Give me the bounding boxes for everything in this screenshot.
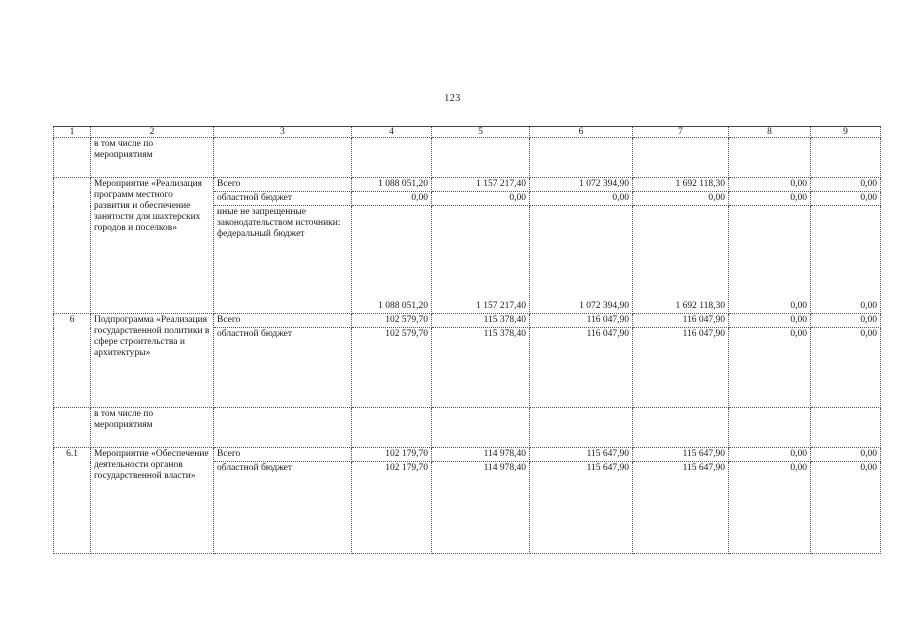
value-cell: 102 179,70 xyxy=(352,462,432,554)
value-cell: 102 579,70 xyxy=(352,328,432,408)
empty-cell xyxy=(633,408,729,448)
row-number-cell xyxy=(54,178,91,314)
column-header: 7 xyxy=(633,127,729,138)
value-cell: 0,00 xyxy=(352,192,432,206)
column-header: 1 xyxy=(54,127,91,138)
empty-cell xyxy=(530,408,633,448)
value-cell: 0,00 xyxy=(729,328,811,408)
value-cell: 1 088 051,20 xyxy=(352,206,432,314)
column-header: 3 xyxy=(214,127,352,138)
value-cell: 0,00 xyxy=(811,314,881,328)
value-cell: 102 179,70 xyxy=(352,448,432,462)
value-cell: 116 047,90 xyxy=(633,314,729,328)
table-row xyxy=(54,138,881,178)
value-cell: 0,00 xyxy=(729,178,811,192)
value-cell: 114 978,40 xyxy=(432,462,530,554)
empty-cell xyxy=(352,408,432,448)
empty-cell xyxy=(432,138,530,178)
column-header: 4 xyxy=(352,127,432,138)
value-cell: 116 047,90 xyxy=(633,328,729,408)
header-row xyxy=(54,127,881,138)
value-cell: 0,00 xyxy=(633,192,729,206)
budget-table xyxy=(53,126,881,554)
source-cell: Всего xyxy=(214,448,352,462)
value-cell: 0,00 xyxy=(729,206,811,314)
row-number-cell: 6 xyxy=(54,314,91,408)
value-cell: 1 088 051,20 xyxy=(352,178,432,192)
value-cell: 116 047,90 xyxy=(530,328,633,408)
row-number-cell xyxy=(54,138,91,178)
value-cell: 0,00 xyxy=(729,462,811,554)
row-name-cell: Подпрограмма «Реализация государственной политики в сфере строительства и архитектуры» xyxy=(91,314,214,408)
value-cell: 115 647,90 xyxy=(633,448,729,462)
value-cell: 1 072 394,90 xyxy=(530,178,633,192)
empty-cell xyxy=(352,138,432,178)
value-cell: 0,00 xyxy=(811,462,881,554)
value-cell: 0,00 xyxy=(811,192,881,206)
row-name-cell: в том числе по мероприятиям xyxy=(91,408,214,448)
table-row xyxy=(54,408,881,448)
value-cell: 115 647,90 xyxy=(530,448,633,462)
value-cell: 1 157 217,40 xyxy=(432,206,530,314)
empty-cell xyxy=(530,138,633,178)
column-header: 6 xyxy=(530,127,633,138)
value-cell: 0,00 xyxy=(811,328,881,408)
value-cell: 0,00 xyxy=(432,192,530,206)
empty-cell xyxy=(811,138,881,178)
value-cell: 1 692 118,30 xyxy=(633,206,729,314)
table-row xyxy=(54,448,881,462)
source-cell: иные не запрещенные законодательством источники: федеральный бюджет xyxy=(214,206,352,314)
row-number-cell xyxy=(54,408,91,448)
empty-cell xyxy=(729,408,811,448)
source-cell: областной бюджет xyxy=(214,462,352,554)
empty-cell xyxy=(633,138,729,178)
value-cell: 0,00 xyxy=(729,314,811,328)
value-cell: 115 378,40 xyxy=(432,314,530,328)
empty-cell xyxy=(214,138,352,178)
value-cell: 115 378,40 xyxy=(432,328,530,408)
row-name-cell: в том числе по мероприятиям xyxy=(91,138,214,178)
row-name-cell: Мероприятие «Обеспечение деятельности органов государственной власти» xyxy=(91,448,214,554)
column-header: 5 xyxy=(432,127,530,138)
value-cell: 0,00 xyxy=(530,192,633,206)
value-cell: 116 047,90 xyxy=(530,314,633,328)
column-header: 2 xyxy=(91,127,214,138)
value-cell: 0,00 xyxy=(811,206,881,314)
column-header: 8 xyxy=(729,127,811,138)
value-cell: 0,00 xyxy=(729,448,811,462)
value-cell: 115 647,90 xyxy=(633,462,729,554)
source-cell: областной бюджет xyxy=(214,192,352,206)
value-cell: 1 072 394,90 xyxy=(530,206,633,314)
value-cell: 102 579,70 xyxy=(352,314,432,328)
table-row xyxy=(54,178,881,192)
source-cell: областной бюджет xyxy=(214,328,352,408)
row-number-cell: 6.1 xyxy=(54,448,91,554)
value-cell: 0,00 xyxy=(811,448,881,462)
table-row xyxy=(54,314,881,328)
row-name-cell: Мероприятие «Реализация программ местного развития и обеспечение занятости для шахтерских городов и поселков» xyxy=(91,178,214,314)
page-number: 123 xyxy=(444,93,461,104)
empty-cell xyxy=(432,408,530,448)
value-cell: 0,00 xyxy=(729,192,811,206)
value-cell: 0,00 xyxy=(811,178,881,192)
value-cell: 115 647,90 xyxy=(530,462,633,554)
empty-cell xyxy=(729,138,811,178)
empty-cell xyxy=(214,408,352,448)
empty-cell xyxy=(811,408,881,448)
column-header: 9 xyxy=(811,127,881,138)
value-cell: 1 692 118,30 xyxy=(633,178,729,192)
source-cell: Всего xyxy=(214,314,352,328)
value-cell: 1 157 217,40 xyxy=(432,178,530,192)
value-cell: 114 978,40 xyxy=(432,448,530,462)
source-cell: Всего xyxy=(214,178,352,192)
